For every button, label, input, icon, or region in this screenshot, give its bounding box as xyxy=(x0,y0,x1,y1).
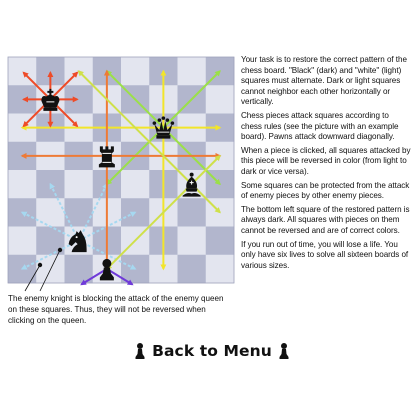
board-square xyxy=(65,170,94,199)
instruction-attack-rules: Chess pieces attack squares according to chess rules (see the picture with an example board). Pawns attack downward diagonally. xyxy=(241,110,399,142)
board-square xyxy=(206,85,235,114)
board-square xyxy=(121,170,150,199)
back-to-menu-button[interactable] xyxy=(127,340,297,362)
pawn-icon xyxy=(278,342,290,360)
board-square xyxy=(178,198,207,227)
knight-block-caption: The enemy knight is blocking the attack of the enemy queen on these squares. Thus, they will not be reversed when clicking on the queen. xyxy=(8,294,224,325)
instruction-goal: Your task is to restore the correct pattern of the chess board. "Black" (dark) and "white" (light) squares must alternate. Dark or light squares cannot neighbor each other horizontally or vertically. xyxy=(241,55,407,107)
board-square xyxy=(178,57,207,86)
instruction-bottom-left: The bottom left square of the restored pattern is always dark. All squares with pieces on them cannot be reversed and are of correct colors. xyxy=(241,204,410,235)
board-square xyxy=(121,198,150,227)
board-square xyxy=(178,255,207,284)
instruction-click-reverse: When a piece is clicked, all squares attacked by this piece will be reversed in color (from light to dark or vice versa). xyxy=(241,145,411,176)
board-square xyxy=(178,227,207,256)
board-square xyxy=(121,57,150,86)
board-square xyxy=(206,255,235,284)
back-to-menu-label: Back to Menu xyxy=(152,342,272,360)
board-square xyxy=(206,227,235,256)
pawn-icon xyxy=(134,342,146,360)
instructions-panel xyxy=(241,55,411,274)
board-square xyxy=(8,227,37,256)
instruction-protection: Some squares can be protected from the attack of enemy pieces by other enemy pieces. xyxy=(241,180,410,201)
instruction-lives: If you run out of time, you will lose a life. You only have six lives to solve all sixteen boards of various sizes. xyxy=(241,239,409,270)
board-square xyxy=(8,170,37,199)
